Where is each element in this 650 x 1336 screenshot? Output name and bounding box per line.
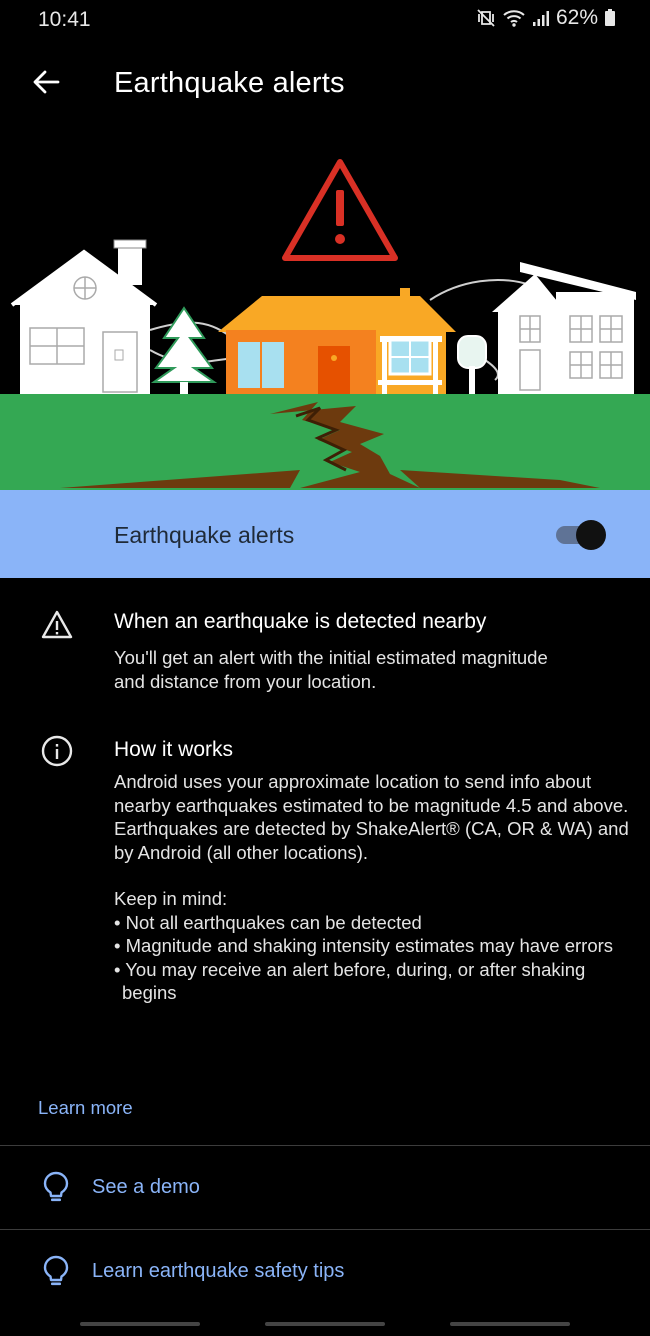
- toggle-label: Earthquake alerts: [114, 522, 295, 548]
- battery-icon: [604, 8, 616, 28]
- lamp: [458, 336, 486, 396]
- warning-icon: [40, 608, 74, 642]
- wifi-icon: [502, 8, 526, 28]
- nav-pill: [265, 1322, 385, 1326]
- earthquake-alerts-switch[interactable]: [556, 520, 608, 548]
- section-body: [114, 646, 634, 693]
- nav-pill: [80, 1322, 200, 1326]
- back-button[interactable]: [26, 62, 66, 102]
- orange-house: [218, 288, 456, 395]
- status-icons: [476, 6, 616, 30]
- system-nav-hint: [0, 1322, 650, 1328]
- battery-percent: 62%: [555, 6, 598, 29]
- keep-in-mind-heading: Keep in mind:: [114, 888, 228, 909]
- how-it-works-paragraph: Android uses your approximate location to send info about nearby earthquakes estimated to be magnitude 4.5 and above.: [114, 771, 629, 816]
- row-label: See a demo: [92, 1176, 200, 1198]
- lightbulb-icon: [42, 1170, 70, 1204]
- learn-more-link[interactable]: Learn more: [38, 1097, 133, 1118]
- earthquake-illustration: [0, 140, 650, 490]
- app-bar: [0, 48, 650, 120]
- section-body-line: and distance from your location.: [114, 670, 377, 692]
- section-body-line: You'll get an alert with the initial estimated magnitude: [114, 647, 548, 668]
- status-bar: [0, 0, 650, 40]
- left-house: [12, 240, 156, 395]
- status-time: 10:41: [38, 8, 91, 31]
- alert-triangle-icon: [285, 162, 395, 258]
- section-body: [114, 770, 634, 1005]
- safety-tips-row[interactable]: [0, 1230, 650, 1312]
- how-it-works-paragraph: Earthquakes are detected by ShakeAlert® (CA, OR & WA) and by Android (all other locations).: [114, 818, 629, 863]
- section-title: When an earthquake is detected nearby: [114, 610, 487, 633]
- tree: [154, 308, 214, 395]
- section-title: How it works: [114, 738, 234, 761]
- info-icon: [40, 734, 74, 768]
- signal-icon: [532, 8, 550, 28]
- nav-pill: [450, 1322, 570, 1326]
- keep-in-mind-bullet: • You may receive an alert before, during, or after shaking begins: [114, 958, 586, 1003]
- page-title: Earthquake alerts: [114, 67, 345, 99]
- earthquake-alerts-toggle-row[interactable]: [0, 490, 650, 578]
- keep-in-mind-bullet: • Magnitude and shaking intensity estimates may have errors: [114, 935, 614, 956]
- keep-in-mind-bullet: • Not all earthquakes can be detected: [114, 911, 422, 933]
- back-arrow-icon: [32, 68, 60, 96]
- row-label: Learn earthquake safety tips: [92, 1260, 345, 1282]
- mute-vibrate-icon: [476, 8, 496, 28]
- switch-knob: [576, 520, 606, 550]
- lightbulb-icon: [42, 1254, 70, 1288]
- see-a-demo-row[interactable]: [0, 1146, 650, 1228]
